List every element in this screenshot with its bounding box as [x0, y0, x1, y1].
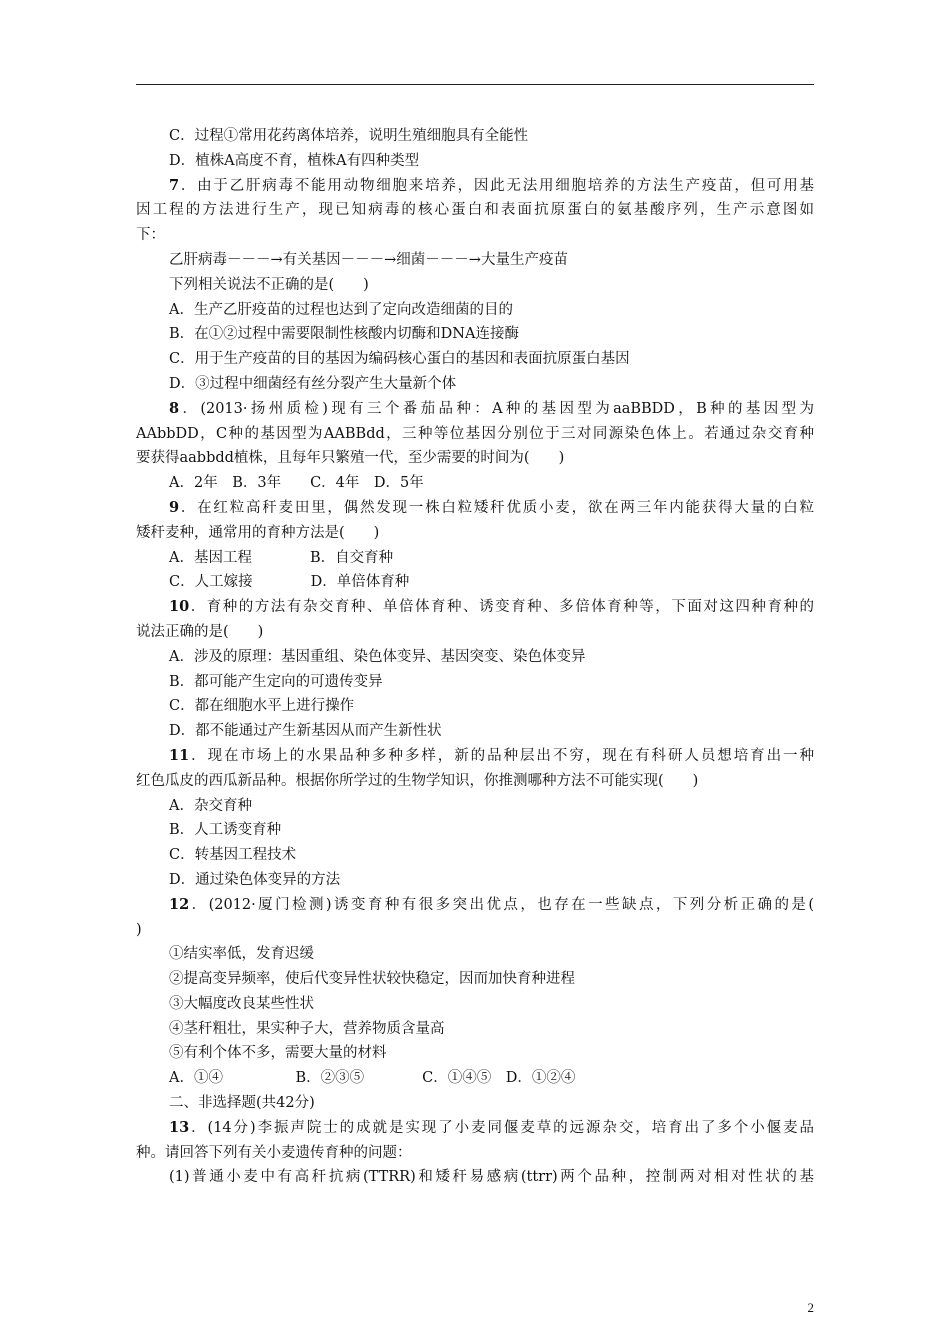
q9-options-ab: A．基因工程 B．自交育种	[169, 549, 394, 566]
q12-item-5: ⑤有利个体不多，需要大量的材料	[169, 1045, 387, 1062]
q10-option-b: B．都可能产生定向的可遗传变异	[169, 673, 383, 690]
q8-stem-line-1: 8．(2013·扬州质检)现有三个番茄品种：A种的基因型为aaBBDD，B种的基因型为	[169, 399, 814, 417]
q6-option-d: D．植株A高度不育，植株A有四种类型	[169, 152, 420, 169]
q13-stem-line-1: 13．(14分)李振声院士的成就是实现了小麦同偃麦草的远源杂交，培育出了多个小偃麦品	[169, 1118, 814, 1136]
q10-option-a: A．涉及的原理：基因重组、染色体变异、基因突变、染色体变异	[169, 648, 586, 665]
q7-stem-line-2: 因工程的方法进行生产，现已知病毒的核心蛋白和表面抗原蛋白的氨基酸序列，生产示意图如	[136, 202, 814, 219]
q7-stem-line-3: 下：	[136, 227, 165, 244]
q7-number: 7	[169, 176, 180, 194]
q12-stem-line-1: 12．(2012·厦门检测)诱变育种有很多突出优点，也存在一些缺点，下列分析正确的是(	[169, 895, 814, 913]
q12-item-1: ①结实率低，发育迟缓	[169, 946, 314, 963]
q8-number: 8	[169, 399, 180, 417]
q11-option-c: C．转基因工程技术	[169, 847, 297, 864]
q9-number: 9	[169, 498, 180, 516]
q11-option-a: A．杂交育种	[169, 797, 252, 814]
q12-item-2: ②提高变异频率，使后代变异性状较快稳定，因而加快育种进程	[169, 971, 575, 988]
q13-stem-line-2: 种。请回答下列有关小麦遗传育种的问题：	[136, 1144, 412, 1161]
q7-question: 下列相关说法不正确的是( )	[169, 276, 369, 293]
q13-subquestion-1: (1)普通小麦中有高秆抗病(TTRR)和矮秆易感病(ttrr)两个品种，控制两对相对性状的基	[169, 1169, 814, 1186]
q11-number: 11	[169, 746, 190, 764]
q9-stem-line-2: 矮秆麦种，通常用的育种方法是( )	[136, 524, 380, 541]
q7-option-b: B．在①②过程中需要限制性核酸内切酶和DNA连接酶	[169, 326, 519, 343]
q9-stem-line-1: 9．在红粒高秆麦田里，偶然发现一株白粒矮秆优质小麦，欲在两三年内能获得大量的白粒	[169, 498, 814, 516]
q8-stem-line-3: 要获得aabbdd植株，且每年只繁殖一代，至少需要的时间为( )	[136, 450, 565, 467]
q12-stem-line-2: )	[136, 921, 142, 938]
q8-stem-line-2: AAbbDD，C种的基因型为AABBdd，三种等位基因分别位于三对同源染色体上。若通过杂交育种	[136, 425, 814, 442]
q10-option-d: D．都不能通过产生新基因从而产生新性状	[169, 723, 442, 740]
q12-item-3: ③大幅度改良某些性状	[169, 995, 314, 1012]
q13-number: 13	[169, 1118, 190, 1136]
q11-option-b: B．人工诱变育种	[169, 822, 282, 839]
q11-option-d: D．通过染色体变异的方法	[169, 871, 341, 888]
q7-flow-diagram: 乙肝病毒－－－→有关基因－－－→细菌－－－→大量生产疫苗	[169, 251, 568, 268]
q8-options: A．2年 B．3年 C．4年 D．5年	[169, 475, 424, 492]
q11-stem-line-2: 红色瓜皮的西瓜新品种。根据你所学过的生物学知识，你推测哪种方法不可能实现( )	[136, 772, 699, 789]
q9-options-cd: C．人工嫁接 D．单倍体育种	[169, 574, 410, 591]
q7-option-c: C．用于生产疫苗的目的基因为编码核心蛋白的基因和表面抗原蛋白基因	[169, 351, 630, 368]
q10-stem-line-1: 10．育种的方法有杂交育种、单倍体育种、诱变育种、多倍体育种等，下面对这四种育种的	[169, 598, 814, 616]
section-2-heading: 二、非选择题(共42分)	[169, 1095, 315, 1112]
header-rule	[136, 84, 814, 85]
q10-option-c: C．都在细胞水平上进行操作	[169, 698, 355, 715]
q10-number: 10	[169, 598, 190, 616]
q12-number: 12	[169, 895, 190, 913]
q7-stem-line-1: 7．由于乙肝病毒不能用动物细胞来培养，因此无法用细胞培养的方法生产疫苗，但可用基	[169, 176, 814, 194]
page-content	[136, 124, 814, 1190]
q12-options: A．①④ B．②③⑤ C．①④⑤ D．①②④	[169, 1070, 576, 1087]
q6-option-c: C．过程①常用花药离体培养，说明生殖细胞具有全能性	[169, 128, 529, 144]
page-number: 2	[807, 1300, 814, 1315]
q10-stem-line-2: 说法正确的是( )	[136, 623, 264, 640]
q7-option-a: A．生产乙肝疫苗的过程也达到了定向改造细菌的目的	[169, 301, 513, 318]
q12-item-4: ④茎秆粗壮，果实种子大，营养物质含量高	[169, 1020, 445, 1037]
q11-stem-line-1: 11．现在市场上的水果品种多种多样，新的品种层出不穷，现在有科研人员想培育出一种	[169, 746, 814, 764]
q7-option-d: D．③过程中细菌经有丝分裂产生大量新个体	[169, 375, 457, 392]
